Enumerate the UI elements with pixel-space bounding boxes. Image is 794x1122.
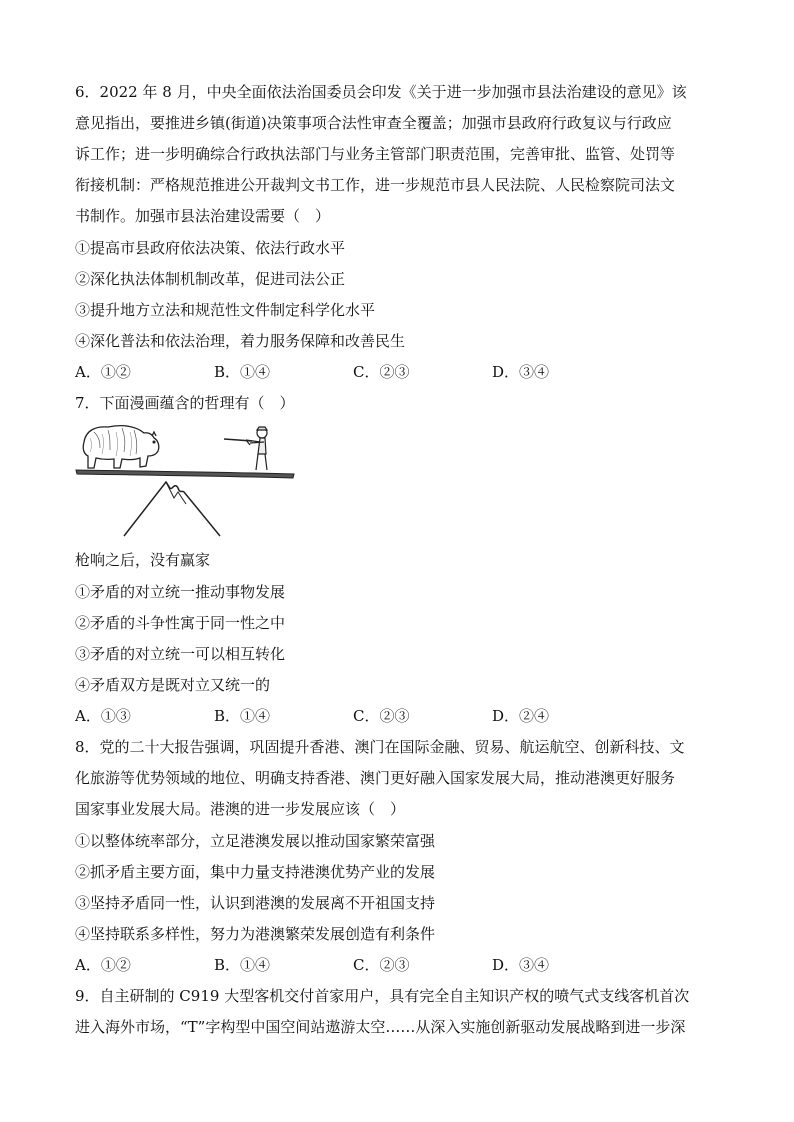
q8-item-1: ①以整体统率部分，立足港澳发展以推动国家繁荣富强 xyxy=(75,832,436,850)
q8-stem-line-3: 国家事业发展大局。港澳的进一步发展应该（ ） xyxy=(75,800,406,818)
q6-stem-line-3: 诉工作；进一步明确综合行政执法部门与业务主管部门职责范围，完善审批、监管、处罚等 xyxy=(75,145,676,163)
q6-option-a[interactable]: A．①② xyxy=(75,363,131,381)
q8-option-d[interactable]: D．③④ xyxy=(492,956,550,974)
q7-option-c[interactable]: C．②③ xyxy=(353,707,410,725)
q7-option-a[interactable]: A．①③ xyxy=(75,707,131,725)
q8-item-3: ③坚持矛盾同一性，认识到港澳的发展离不开祖国支持 xyxy=(75,894,436,912)
q6-option-d[interactable]: D．③④ xyxy=(492,363,550,381)
q6-item-3: ③提升地方立法和规范性文件制定科学化水平 xyxy=(75,301,376,319)
q6-item-1: ①提高市县政府依法决策、依法行政水平 xyxy=(75,239,346,257)
q7-option-d[interactable]: D．②④ xyxy=(492,707,550,725)
q7-item-1: ①矛盾的对立统一推动事物发展 xyxy=(75,583,286,601)
seesaw-cartoon-image xyxy=(74,418,296,538)
q7-option-b[interactable]: B．①④ xyxy=(214,707,271,725)
q6-stem-line-4: 衔接机制：严格规范推进公开裁判文书工作，进一步规范市县人民法院、人民检察院司法文 xyxy=(75,176,676,194)
q6-option-b[interactable]: B．①④ xyxy=(214,363,271,381)
q8-item-4: ④坚持联系多样性，努力为港澳繁荣发展创造有利条件 xyxy=(75,925,436,943)
mountain-fulcrum-icon xyxy=(124,482,220,536)
q8-stem-line-2: 化旅游等优势领域的地位、明确支持香港、澳门更好融入国家发展大局，推动港澳更好服务 xyxy=(75,769,676,787)
q7-item-2: ②矛盾的斗争性寓于同一性之中 xyxy=(75,614,286,632)
hunter-icon xyxy=(224,427,267,470)
q7-stem: 7．下面漫画蕴含的哲理有（ ） xyxy=(75,394,295,412)
q8-option-a[interactable]: A．①② xyxy=(75,956,131,974)
q9-stem-line-2: 进入海外市场，“T”字构型中国空间站遨游太空……从深入实施创新驱动发展战略到进一步深 xyxy=(75,1018,686,1036)
q7-item-4: ④矛盾双方是既对立又统一的 xyxy=(75,676,271,694)
q8-item-2: ②抓矛盾主要方面，集中力量支持港澳优势产业的发展 xyxy=(75,863,436,881)
q6-option-c[interactable]: C．②③ xyxy=(353,363,410,381)
q6-stem-line-1: 6．2022 年 8 月，中央全面依法治国委员会印发《关于进一步加强市县法治建设的意见》该 xyxy=(75,83,687,101)
q8-option-b[interactable]: B．①④ xyxy=(214,956,271,974)
q6-stem-line-2: 意见指出，要推进乡镇(街道)决策事项合法性审查全覆盖；加强市县政府行政复议与行政应 xyxy=(75,114,672,132)
bear-icon xyxy=(83,426,159,468)
q8-stem-line-1: 8．党的二十大报告强调，巩固提升香港、澳门在国际金融、贸易、航运航空、创新科技、文 xyxy=(75,738,685,756)
q9-stem-line-1: 9．自主研制的 C919 大型客机交付首家用户，具有完全自主知识产权的喷气式支线客机首次 xyxy=(75,987,690,1005)
q6-item-4: ④深化普法和依法治理，着力服务保障和改善民生 xyxy=(75,332,406,350)
seesaw-plank xyxy=(76,470,294,478)
q7-item-3: ③矛盾的对立统一可以相互转化 xyxy=(75,645,286,663)
q6-item-2: ②深化执法体制机制改革，促进司法公正 xyxy=(75,270,346,288)
q8-option-c[interactable]: C．②③ xyxy=(353,956,410,974)
q6-stem-line-5: 书制作。加强市县法治建设需要（ ） xyxy=(75,207,331,225)
q7-caption: 枪响之后，没有赢家 xyxy=(75,551,211,569)
